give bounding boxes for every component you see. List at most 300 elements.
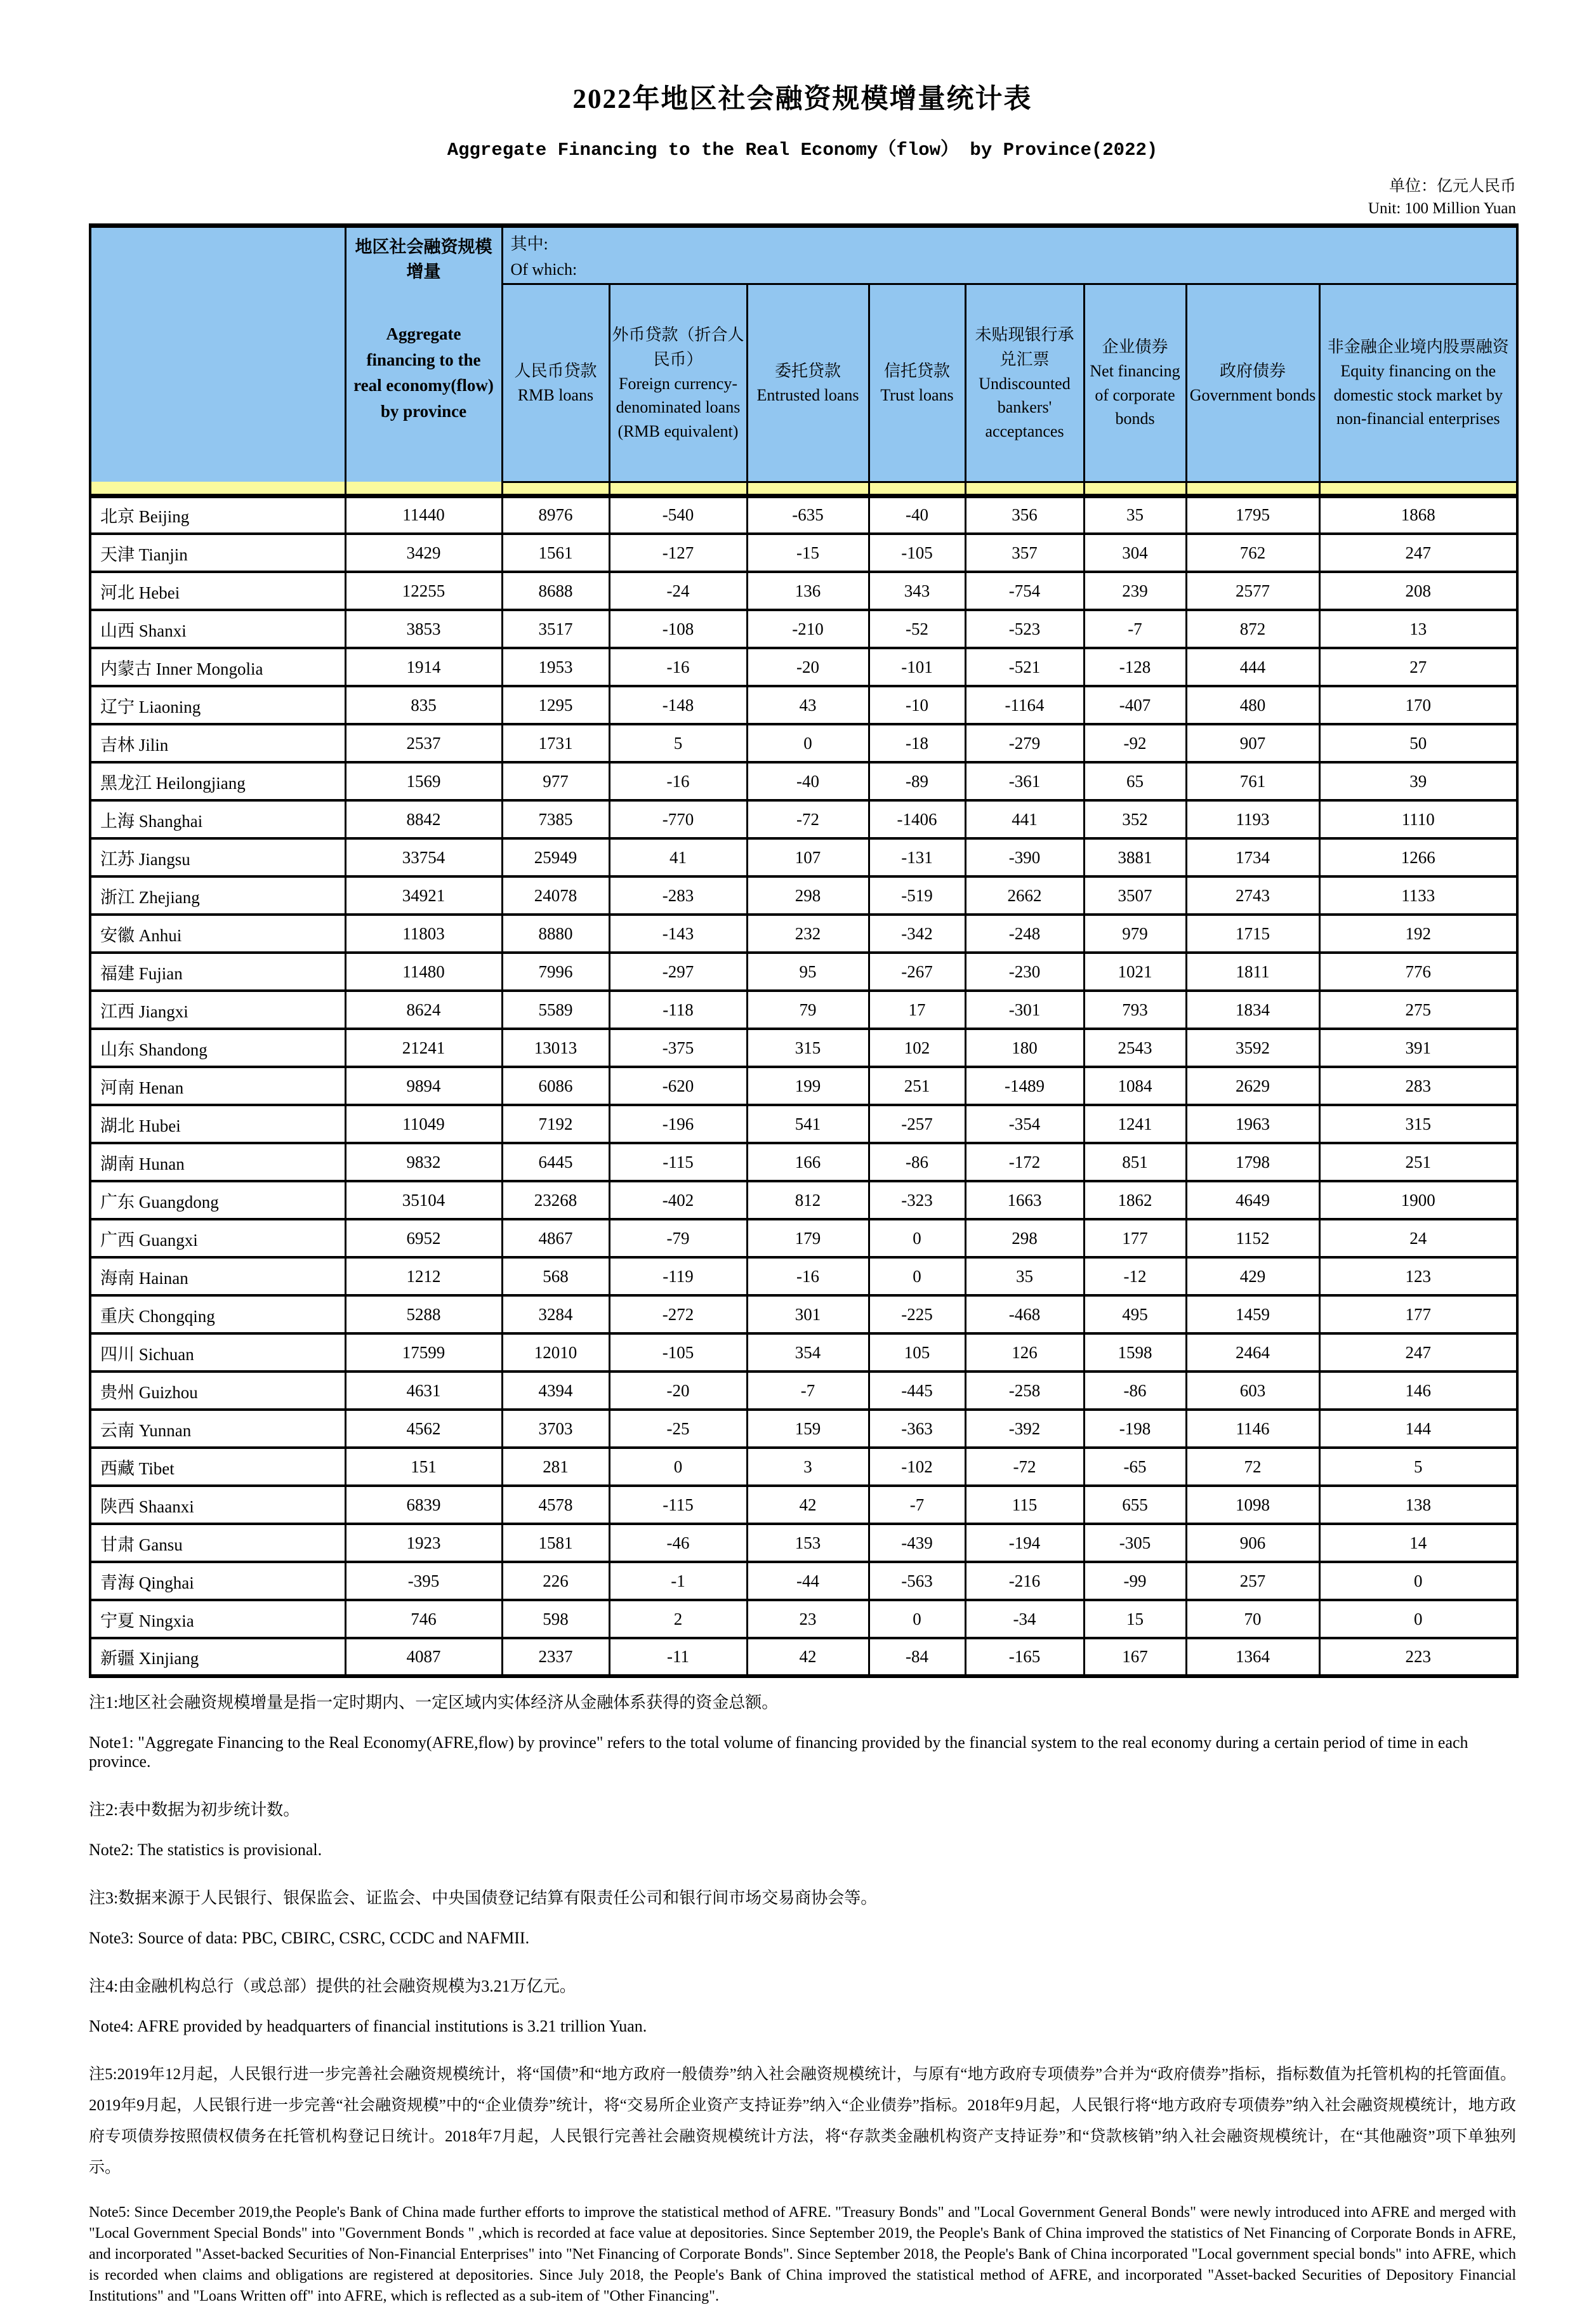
column-header-zh: 政府债券 — [1219, 361, 1286, 380]
table-row — [90, 1067, 1517, 1105]
table-row — [90, 1638, 1517, 1676]
table-row — [90, 1257, 1517, 1295]
value-cell: 315 — [747, 1029, 869, 1067]
value-cell: -754 — [965, 572, 1084, 610]
value-cell: 95 — [747, 953, 869, 991]
province-cell: 安徽 Anhui — [90, 915, 345, 953]
column-header-en: Trust loans — [880, 385, 954, 404]
value-cell: -10 — [869, 686, 965, 724]
table-row — [90, 838, 1517, 876]
column-header-zh: 信托贷款 — [883, 361, 950, 380]
value-cell: -15 — [747, 534, 869, 572]
value-cell: 239 — [1084, 572, 1186, 610]
value-cell: -301 — [965, 991, 1084, 1029]
table-row — [90, 1181, 1517, 1219]
value-cell: 568 — [502, 1257, 609, 1295]
table-row — [90, 1600, 1517, 1638]
band-cell — [869, 482, 965, 496]
value-cell: 1811 — [1186, 953, 1319, 991]
afre-header-en: Aggregate financing to the real economy(flow) by province — [353, 324, 494, 421]
value-cell: 356 — [965, 496, 1084, 534]
value-cell: -119 — [609, 1257, 747, 1295]
column-header — [965, 284, 1084, 482]
note: Note1: "Aggregate Financing to the Real Economy(AFRE,flow) by province" refers to the total volume of financing provided by the financial system to the real economy during a certain period of time in each province. — [89, 1733, 1468, 1771]
value-cell: 0 — [747, 724, 869, 762]
column-header-zh: 非金融企业境内股票融资 — [1327, 338, 1509, 357]
notes-section — [89, 1688, 1516, 2307]
note: 注5:2019年12月起，人民银行进一步完善社会融资规模统计，将“国债”和“地方政府一般债券”纳入社会融资规模统计，与原有“地方政府专项债券”合并为“政府债券”指标，指标数值为托管机构的托管面值。2019年9月起，人民银行进一步完善“社会融资规模”中的“企业债券”统计，将“交易所企业资产支持证券”纳入“企业债券”指标。2018年9月起，人民银行将“地方政府专项债券”纳入社会融资规模统计，地方政府专项债券按照债权债务在托管机构登记日统计。2018年7月起，人民银行完善社会融资规模统计方法，将“存款类金融机构资产支持证券”和“贷款核销”纳入社会融资规模统计，在“其他融资”项下单独列示。 — [89, 2066, 1516, 2176]
value-cell: 1241 — [1084, 1105, 1186, 1143]
table-row — [90, 1105, 1517, 1143]
value-cell: 14 — [1319, 1524, 1517, 1562]
value-cell: 1715 — [1186, 915, 1319, 953]
value-cell: -257 — [869, 1105, 965, 1143]
value-cell: -131 — [869, 838, 965, 876]
value-cell: 3429 — [345, 534, 502, 572]
province-cell: 宁夏 Ningxia — [90, 1600, 345, 1638]
value-cell: 655 — [1084, 1486, 1186, 1524]
value-cell: 495 — [1084, 1295, 1186, 1333]
table-row — [90, 800, 1517, 838]
value-cell: 166 — [747, 1143, 869, 1181]
value-cell: -24 — [609, 572, 747, 610]
page-subtitle: Aggregate Financing to the Real Economy（flow） by Province(2022) — [447, 140, 1158, 161]
value-cell: 251 — [1319, 1143, 1517, 1181]
column-header-zh: 人民币贷款 — [514, 361, 597, 380]
value-cell: 5589 — [502, 991, 609, 1029]
value-cell: 1795 — [1186, 496, 1319, 534]
value-cell: 352 — [1084, 800, 1186, 838]
value-cell: 776 — [1319, 953, 1517, 991]
value-cell: -468 — [965, 1295, 1084, 1333]
value-cell: -115 — [609, 1143, 747, 1181]
value-cell: -210 — [747, 610, 869, 648]
value-cell: 6086 — [502, 1067, 609, 1105]
table-row — [90, 915, 1517, 953]
band-cell — [747, 482, 869, 496]
value-cell: 179 — [747, 1219, 869, 1257]
column-header-zh: 企业债券 — [1102, 338, 1168, 357]
afre-column-header — [345, 226, 502, 482]
value-cell: 1834 — [1186, 991, 1319, 1029]
column-header — [747, 284, 869, 482]
value-cell: 906 — [1186, 1524, 1319, 1562]
value-cell: -198 — [1084, 1410, 1186, 1448]
value-cell: -127 — [609, 534, 747, 572]
value-cell: -118 — [609, 991, 747, 1029]
province-cell: 青海 Qinghai — [90, 1562, 345, 1600]
value-cell: 1459 — [1186, 1295, 1319, 1333]
value-cell: -1164 — [965, 686, 1084, 724]
value-cell: 3853 — [345, 610, 502, 648]
value-cell: 4394 — [502, 1372, 609, 1410]
value-cell: 192 — [1319, 915, 1517, 953]
value-cell: -52 — [869, 610, 965, 648]
province-cell: 贵州 Guizhou — [90, 1372, 345, 1410]
value-cell: 1923 — [345, 1524, 502, 1562]
value-cell: 1581 — [502, 1524, 609, 1562]
value-cell: 3517 — [502, 610, 609, 648]
value-cell: 159 — [747, 1410, 869, 1448]
band-cell — [502, 482, 609, 496]
value-cell: 136 — [747, 572, 869, 610]
value-cell: 1868 — [1319, 496, 1517, 534]
value-cell: 283 — [1319, 1067, 1517, 1105]
column-header-en: Net financing of corporate bonds — [1090, 362, 1180, 428]
value-cell: -172 — [965, 1143, 1084, 1181]
value-cell: 23 — [747, 1600, 869, 1638]
value-cell: -11 — [609, 1638, 747, 1676]
afre-table — [89, 223, 1519, 1678]
value-cell: -439 — [869, 1524, 965, 1562]
value-cell: 3 — [747, 1448, 869, 1486]
value-cell: 24078 — [502, 876, 609, 915]
value-cell: 8976 — [502, 496, 609, 534]
table-body — [90, 496, 1517, 1676]
value-cell: -16 — [609, 648, 747, 686]
value-cell: 11049 — [345, 1105, 502, 1143]
province-cell: 云南 Yunnan — [90, 1410, 345, 1448]
value-cell: 21241 — [345, 1029, 502, 1067]
of-which-zh: 其中: — [510, 235, 548, 253]
value-cell: -12 — [1084, 1257, 1186, 1295]
value-cell: 9832 — [345, 1143, 502, 1181]
value-cell: 7192 — [502, 1105, 609, 1143]
table-row — [90, 1029, 1517, 1067]
value-cell: 33754 — [345, 838, 502, 876]
table-row — [90, 1372, 1517, 1410]
value-cell: 872 — [1186, 610, 1319, 648]
value-cell: 298 — [965, 1219, 1084, 1257]
unit-block — [89, 175, 1516, 220]
value-cell: 199 — [747, 1067, 869, 1105]
value-cell: -72 — [747, 800, 869, 838]
value-cell: -99 — [1084, 1562, 1186, 1600]
value-cell: -279 — [965, 724, 1084, 762]
value-cell: 1152 — [1186, 1219, 1319, 1257]
value-cell: 1663 — [965, 1181, 1084, 1219]
table-row — [90, 1524, 1517, 1562]
province-cell: 海南 Hainan — [90, 1257, 345, 1295]
value-cell: 3507 — [1084, 876, 1186, 915]
value-cell: 977 — [502, 762, 609, 800]
note: 注3:数据来源于人民银行、银保监会、证监会、中央国债登记结算有限责任公司和银行间市场交易商协会等。 — [89, 1889, 878, 1907]
value-cell: 12010 — [502, 1333, 609, 1372]
value-cell: -258 — [965, 1372, 1084, 1410]
column-header — [1319, 284, 1517, 482]
value-cell: -165 — [965, 1638, 1084, 1676]
value-cell: -44 — [747, 1562, 869, 1600]
value-cell: 603 — [1186, 1372, 1319, 1410]
province-cell: 河北 Hebei — [90, 572, 345, 610]
table-row — [90, 1295, 1517, 1333]
value-cell: 1798 — [1186, 1143, 1319, 1181]
value-cell: 3703 — [502, 1410, 609, 1448]
value-cell: -267 — [869, 953, 965, 991]
value-cell: -392 — [965, 1410, 1084, 1448]
value-cell: 851 — [1084, 1143, 1186, 1181]
value-cell: 138 — [1319, 1486, 1517, 1524]
table-row — [90, 686, 1517, 724]
header-band-row — [90, 482, 1517, 496]
value-cell: 1295 — [502, 686, 609, 724]
value-cell: 541 — [747, 1105, 869, 1143]
value-cell: -523 — [965, 610, 1084, 648]
value-cell: 0 — [869, 1257, 965, 1295]
value-cell: -115 — [609, 1486, 747, 1524]
value-cell: 208 — [1319, 572, 1517, 610]
value-cell: -1406 — [869, 800, 965, 838]
value-cell: -297 — [609, 953, 747, 991]
value-cell: 9894 — [345, 1067, 502, 1105]
province-cell: 天津 Tianjin — [90, 534, 345, 572]
value-cell: 170 — [1319, 686, 1517, 724]
note: 注2:表中数据为初步统计数。 — [89, 1801, 300, 1819]
value-cell: 1364 — [1186, 1638, 1319, 1676]
value-cell: -620 — [609, 1067, 747, 1105]
value-cell: -128 — [1084, 648, 1186, 686]
value-cell: 357 — [965, 534, 1084, 572]
band-cell — [345, 482, 502, 496]
value-cell: 275 — [1319, 991, 1517, 1029]
value-cell: 6839 — [345, 1486, 502, 1524]
value-cell: 43 — [747, 686, 869, 724]
band-cell — [90, 482, 345, 496]
value-cell: 72 — [1186, 1448, 1319, 1486]
value-cell: 107 — [747, 838, 869, 876]
value-cell: 1862 — [1084, 1181, 1186, 1219]
value-cell: -390 — [965, 838, 1084, 876]
province-cell: 河南 Henan — [90, 1067, 345, 1105]
value-cell: -283 — [609, 876, 747, 915]
value-cell: 429 — [1186, 1257, 1319, 1295]
province-cell: 江苏 Jiangsu — [90, 838, 345, 876]
value-cell: 177 — [1319, 1295, 1517, 1333]
value-cell: 15 — [1084, 1600, 1186, 1638]
value-cell: -1 — [609, 1562, 747, 1600]
value-cell: 42 — [747, 1486, 869, 1524]
value-cell: 598 — [502, 1600, 609, 1638]
column-header-en: Equity financing on the domestic stock market by non-financial enterprises — [1333, 362, 1503, 428]
value-cell: -72 — [965, 1448, 1084, 1486]
value-cell: 42 — [747, 1638, 869, 1676]
value-cell: 177 — [1084, 1219, 1186, 1257]
province-cell: 广西 Guangxi — [90, 1219, 345, 1257]
value-cell: 11803 — [345, 915, 502, 953]
value-cell: -395 — [345, 1562, 502, 1600]
value-cell: -563 — [869, 1562, 965, 1600]
value-cell: 391 — [1319, 1029, 1517, 1067]
province-cell: 福建 Fujian — [90, 953, 345, 991]
note: 注1:地区社会融资规模增量是指一定时期内、一定区域内实体经济从金融体系获得的资金总额。 — [89, 1693, 779, 1712]
value-cell: 480 — [1186, 686, 1319, 724]
value-cell: 5 — [609, 724, 747, 762]
value-cell: 4087 — [345, 1638, 502, 1676]
value-cell: 4631 — [345, 1372, 502, 1410]
value-cell: 13 — [1319, 610, 1517, 648]
value-cell: 34921 — [345, 876, 502, 915]
value-cell: -105 — [609, 1333, 747, 1372]
value-cell: 23268 — [502, 1181, 609, 1219]
value-cell: 1963 — [1186, 1105, 1319, 1143]
table-row — [90, 1143, 1517, 1181]
value-cell: 35 — [965, 1257, 1084, 1295]
value-cell: 123 — [1319, 1257, 1517, 1295]
column-header-en: Foreign currency-denominated loans (RMB equivalent) — [616, 374, 741, 440]
band-cell — [965, 482, 1084, 496]
value-cell: -7 — [1084, 610, 1186, 648]
province-cell: 浙江 Zhejiang — [90, 876, 345, 915]
unit-label-en: Unit: 100 Million Yuan — [1368, 200, 1516, 217]
value-cell: 226 — [502, 1562, 609, 1600]
value-cell: 7385 — [502, 800, 609, 838]
value-cell: 4562 — [345, 1410, 502, 1448]
province-cell: 重庆 Chongqing — [90, 1295, 345, 1333]
value-cell: -216 — [965, 1562, 1084, 1600]
table-row — [90, 1333, 1517, 1372]
value-cell: 2577 — [1186, 572, 1319, 610]
value-cell: -46 — [609, 1524, 747, 1562]
value-cell: -402 — [609, 1181, 747, 1219]
table-row — [90, 572, 1517, 610]
value-cell: 3881 — [1084, 838, 1186, 876]
table-row — [90, 762, 1517, 800]
value-cell: 1212 — [345, 1257, 502, 1295]
value-cell: -16 — [609, 762, 747, 800]
value-cell: 1598 — [1084, 1333, 1186, 1372]
value-cell: 8624 — [345, 991, 502, 1029]
province-cell: 山东 Shandong — [90, 1029, 345, 1067]
value-cell: 180 — [965, 1029, 1084, 1067]
value-cell: -86 — [869, 1143, 965, 1181]
value-cell: 2629 — [1186, 1067, 1319, 1105]
value-cell: 1561 — [502, 534, 609, 572]
column-header-en: Entrusted loans — [756, 385, 859, 404]
value-cell: -25 — [609, 1410, 747, 1448]
value-cell: 17599 — [345, 1333, 502, 1372]
value-cell: -363 — [869, 1410, 965, 1448]
value-cell: -305 — [1084, 1524, 1186, 1562]
value-cell: 0 — [1319, 1562, 1517, 1600]
page-title: 2022年地区社会融资规模增量统计表 — [572, 84, 1032, 114]
table-row — [90, 1219, 1517, 1257]
value-cell: 50 — [1319, 724, 1517, 762]
value-cell: 1731 — [502, 724, 609, 762]
note: 注4:由金融机构总行（或总部）提供的社会融资规模为3.21万亿元。 — [89, 1977, 576, 1995]
value-cell: 1953 — [502, 648, 609, 686]
value-cell: -230 — [965, 953, 1084, 991]
province-cell: 新疆 Xinjiang — [90, 1638, 345, 1676]
value-cell: 11440 — [345, 496, 502, 534]
value-cell: -342 — [869, 915, 965, 953]
value-cell: 1084 — [1084, 1067, 1186, 1105]
province-cell: 黑龙江 Heilongjiang — [90, 762, 345, 800]
value-cell: -84 — [869, 1638, 965, 1676]
province-cell: 湖北 Hubei — [90, 1105, 345, 1143]
table-row — [90, 876, 1517, 915]
value-cell: -40 — [747, 762, 869, 800]
value-cell: 39 — [1319, 762, 1517, 800]
value-cell: 35104 — [345, 1181, 502, 1219]
table-header — [90, 226, 1517, 496]
value-cell: 1266 — [1319, 838, 1517, 876]
table-row — [90, 534, 1517, 572]
value-cell: 979 — [1084, 915, 1186, 953]
province-cell: 吉林 Jilin — [90, 724, 345, 762]
value-cell: -272 — [609, 1295, 747, 1333]
value-cell: 5 — [1319, 1448, 1517, 1486]
of-which-header — [502, 226, 1517, 284]
value-cell: 762 — [1186, 534, 1319, 572]
value-cell: -65 — [1084, 1448, 1186, 1486]
value-cell: -34 — [965, 1600, 1084, 1638]
value-cell: 3284 — [502, 1295, 609, 1333]
value-cell: 2537 — [345, 724, 502, 762]
value-cell: 79 — [747, 991, 869, 1029]
value-cell: 12255 — [345, 572, 502, 610]
value-cell: 2662 — [965, 876, 1084, 915]
value-cell: 746 — [345, 1600, 502, 1638]
value-cell: 343 — [869, 572, 965, 610]
value-cell: -20 — [747, 648, 869, 686]
value-cell: 2 — [609, 1600, 747, 1638]
value-cell: 281 — [502, 1448, 609, 1486]
value-cell: 65 — [1084, 762, 1186, 800]
value-cell: -18 — [869, 724, 965, 762]
province-cell: 四川 Sichuan — [90, 1333, 345, 1372]
value-cell: 1193 — [1186, 800, 1319, 838]
value-cell: -354 — [965, 1105, 1084, 1143]
value-cell: -7 — [747, 1372, 869, 1410]
province-cell: 内蒙古 Inner Mongolia — [90, 648, 345, 686]
value-cell: 5288 — [345, 1295, 502, 1333]
note: Note3: Source of data: PBC, CBIRC, CSRC, CCDC and NAFMII. — [89, 1929, 530, 1947]
value-cell: 247 — [1319, 534, 1517, 572]
value-cell: 1021 — [1084, 953, 1186, 991]
value-cell: 0 — [1319, 1600, 1517, 1638]
value-cell: -7 — [869, 1486, 965, 1524]
column-header — [502, 284, 609, 482]
value-cell: 70 — [1186, 1600, 1319, 1638]
table-row — [90, 610, 1517, 648]
table-row — [90, 724, 1517, 762]
value-cell: 115 — [965, 1486, 1084, 1524]
value-cell: 3592 — [1186, 1029, 1319, 1067]
value-cell: -86 — [1084, 1372, 1186, 1410]
value-cell: 153 — [747, 1524, 869, 1562]
value-cell: -248 — [965, 915, 1084, 953]
value-cell: -89 — [869, 762, 965, 800]
table-row — [90, 1486, 1517, 1524]
value-cell: 102 — [869, 1029, 965, 1067]
value-cell: -102 — [869, 1448, 965, 1486]
value-cell: 1569 — [345, 762, 502, 800]
value-cell: 2464 — [1186, 1333, 1319, 1372]
value-cell: 144 — [1319, 1410, 1517, 1448]
value-cell: -40 — [869, 496, 965, 534]
province-cell: 西藏 Tibet — [90, 1448, 345, 1486]
value-cell: 17 — [869, 991, 965, 1029]
value-cell: 2743 — [1186, 876, 1319, 915]
note: Note2: The statistics is provisional. — [89, 1841, 322, 1859]
value-cell: 304 — [1084, 534, 1186, 572]
value-cell: 167 — [1084, 1638, 1186, 1676]
table-row — [90, 648, 1517, 686]
table-row — [90, 953, 1517, 991]
note: Note5: Since December 2019,the People's Bank of China made further efforts to improve the statistical method of AFRE. "Treasury Bonds" and "Local Government General Bonds" were newly introduced into AFRE and merged with "Local Government Special Bonds" into "Government Bonds " ,which is recorded at face value at depositories. Since September 2019, the People's Bank of China improved the statistics of Net Financing of Corporate Bonds in AFRE, and incorporated "Asset-backed Securities of Non-Financial Enterprises" into "Net Financing of Corporate Bonds". Since September 2018, the People's Bank of China incorporated "Local government special bonds" into AFRE, which is recorded when claims and obligations are registered at depositories. Since July 2018, the People's Bank of China improved the statistical method of AFRE, and incorporated "Asset-backed Securities of Depository Financial Institutions" and "Loans Written off" into AFRE, which is reflected as a sub-item of "Other Financing". — [89, 2204, 1516, 2304]
value-cell: -635 — [747, 496, 869, 534]
value-cell: 1734 — [1186, 838, 1319, 876]
